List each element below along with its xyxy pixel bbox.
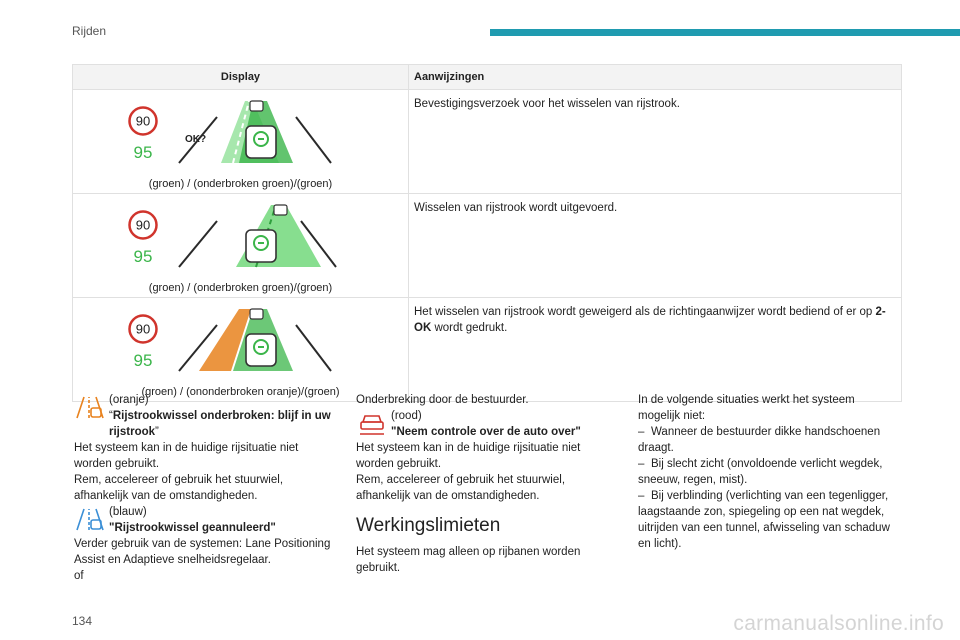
table-header-notes: Aanwijzingen (409, 65, 902, 90)
note-cell (409, 298, 902, 402)
cruise-speed-value: 95 (133, 351, 152, 370)
list-dash: – (638, 490, 645, 502)
display-table (72, 64, 902, 402)
take-control-red-icon (357, 410, 387, 436)
body-text: Het systeem mag alleen op rijbanen worden gebruikt. (356, 546, 581, 574)
body-text: Het systeem kan in de huidige rijsituatie niet worden gebruikt. (356, 442, 581, 470)
left-lane-line-icon (179, 221, 217, 267)
list-dash: – (638, 426, 645, 438)
speed-limit-value: 90 (135, 321, 150, 337)
body-text: Onderbreking door de bestuurder. (356, 394, 529, 406)
car-ahead-icon (274, 205, 287, 215)
speed-limit-value: 90 (135, 217, 150, 233)
table-row (73, 90, 902, 194)
alert-red-block (356, 408, 618, 440)
status-color-label: (rood) (391, 410, 422, 422)
list-item (638, 456, 900, 488)
cruise-speed-value: 95 (133, 143, 152, 162)
ok-prompt-label: OK? (184, 134, 206, 145)
lane-cancel-blue-icon (75, 506, 105, 532)
display-cell (73, 90, 409, 194)
body-text: Verder gebruik van de systemen: Lane Positioning Assist en Adaptieve snelheidsregelaar. (74, 538, 331, 566)
lane-change-refused-graphic (121, 307, 361, 373)
car-ahead-icon (250, 101, 263, 111)
display-caption: (groen) / (onderbroken groen)/(groen) (148, 282, 333, 294)
note-key-label: 2-OK (414, 306, 886, 334)
text-column-2 (356, 392, 618, 576)
body-text: of (74, 570, 84, 582)
display-cell (73, 194, 409, 298)
body-text: Het systeem kan in de huidige rijsituatie niet worden gebruikt. (74, 442, 299, 470)
table-header-row (73, 65, 902, 90)
body-text: In de volgende situaties werkt het systeem mogelijk niet: (638, 394, 855, 422)
note-cell: Wisselen van rijstrook wordt uitgevoerd. (409, 194, 902, 298)
display-cell (73, 298, 409, 402)
table-row (73, 298, 902, 402)
speed-limit-value: 90 (135, 113, 150, 129)
alert-blue-block (74, 504, 336, 536)
table-header-display: Display (73, 65, 409, 90)
status-color-label: (oranje) (109, 394, 149, 406)
quote-mark: ” (155, 426, 159, 438)
table-row (73, 194, 902, 298)
car-ahead-icon (250, 309, 263, 319)
section-title: Rijden (72, 24, 107, 38)
right-lane-line-icon (296, 325, 331, 371)
list-item-text: Bij slecht zicht (onvoldoende verlicht wegdek, sneeuw, regen, mist). (638, 458, 883, 486)
watermark: carmanualsonline.info (733, 612, 944, 635)
page-number: 134 (72, 614, 93, 628)
right-lane-line-icon (296, 117, 331, 163)
body-text: Rem, accelereer of gebruik het stuurwiel, afhankelijk van de omstandigheden. (356, 474, 566, 502)
lane-change-in-progress-graphic (121, 203, 361, 269)
alert-orange-block (74, 392, 336, 440)
note-cell: Bevestigingsverzoek voor het wisselen van rijstrook. (409, 90, 902, 194)
ego-car-icon (246, 334, 276, 366)
display-caption: (groen) / (onderbroken groen)/(groen) (148, 178, 333, 190)
quote-mark: “ (109, 410, 113, 422)
status-color-label: (blauw) (109, 506, 147, 518)
note-text: Het wisselen van rijstrook wordt geweigerd als de richtingaanwijzer wordt bediend of er op (414, 306, 876, 318)
list-item-text: Bij verblinding (verlichting van een tegenligger, laagstaande zon, spiegeling op een nat wegdek, uitrijden van een tunnel, afwisseling van schaduw en licht). (638, 490, 890, 550)
list-item-text: Wanneer de bestuurder dikke handschoenen draagt. (638, 426, 881, 454)
alert-title: "Neem controle over de auto over" (391, 426, 581, 438)
header-accent-bar (490, 29, 960, 36)
body-text: Rem, accelereer of gebruik het stuurwiel, afhankelijk van de omstandigheden. (74, 474, 284, 502)
list-dash: – (638, 458, 645, 470)
lane-warning-orange-icon (75, 394, 105, 420)
cruise-speed-value: 95 (133, 247, 152, 266)
text-column-3 (638, 392, 900, 552)
lane-change-confirm-graphic (121, 99, 361, 165)
display-caption: (groen) / (ononderbroken oranje)/(groen) (141, 386, 340, 398)
section-heading: Werkingslimieten (356, 515, 501, 536)
text-column-1 (74, 392, 336, 584)
ego-car-icon (246, 126, 276, 158)
list-item (638, 424, 900, 456)
list-item (638, 488, 900, 552)
ego-car-icon (246, 230, 276, 262)
alert-title: Rijstrookwissel onderbroken: blijf in uw rijstrook (109, 410, 331, 438)
note-text: wordt gedrukt. (431, 322, 508, 334)
alert-title: "Rijstrookwissel geannuleerd" (109, 522, 276, 534)
